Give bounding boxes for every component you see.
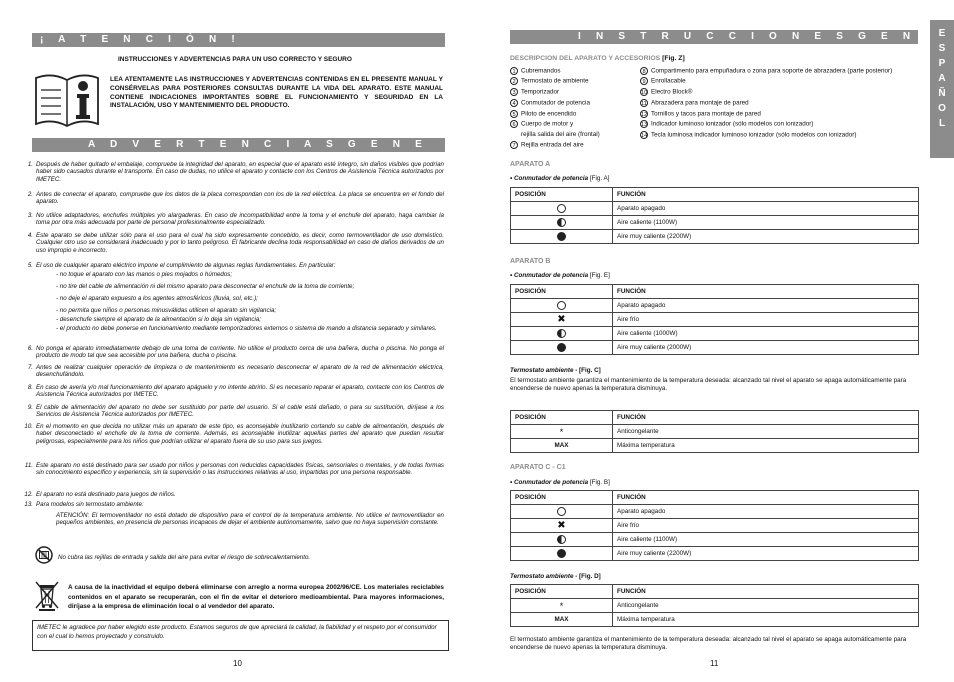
table-row: MAX Máxima temperatura (511, 439, 919, 453)
side-tab-letter: Ñ (938, 88, 946, 99)
subitem: - no toque el aparato con las manos o pies mojados o húmedos; (56, 271, 233, 278)
aparato-b-title: APARATO B (510, 258, 551, 265)
aparato-c-bullet: • Conmutador de potencia [Fig. B] (510, 479, 610, 486)
side-tab-letter: L (938, 118, 946, 129)
full-circle-icon (557, 343, 566, 352)
warning-item: 4. Este aparato se debe utilizar sólo para el uso para el cual ha sido expresamente concebido, es decir, como termoventilador de uso doméstico. Cualquier otro uso se considerará inadecuado y por lo tanto peligroso. El fabricante declina toda responsabilidad en caso de daños derivados de un uso impropio e incorrecto. (27, 232, 444, 254)
part-item: 3 Temporizador (510, 88, 559, 96)
full-circle-icon (557, 549, 566, 558)
aparato-c-table: POSICIÓN FUNCIÓN Aparato apagado ✖ Aire frío Aire caliente (1100W) Aire muy caliente (2200W) (510, 490, 919, 561)
warning-item: 10. En el momento en que decida no utilizar más un aparato de este tipo, es aconsejable inutilizarlo cortando su cable de alimentación, después de haber desconectado el enchufe de la toma de corriente. Además, es aconsejable inutilizar aquellas partes del aparato que puedan resultar peligrosas, especialmente para los niños que podrían utilizar el aparato fuera de su uso para sus juegos. (24, 423, 444, 445)
table-row: Aire muy caliente (2200W) (511, 547, 919, 561)
part-item: 14 Tecla luminosa indicador luminoso ionizador (sólo modelos con ionizador) (641, 131, 857, 139)
part-item: 13 Indicador luminoso ionizador (sólo modelos con ionizador) (641, 120, 814, 128)
aparato-b-thermo-title: Termostato ambiente - [Fig. C] (510, 367, 601, 374)
half-circle-icon (557, 218, 566, 227)
part-item: 11 Abrazadera para montaje de pared (641, 99, 749, 107)
table-row: ✖ Aire frío (511, 519, 919, 533)
aparato-b-bullet: • Conmutador de potencia [Fig. E] (510, 272, 610, 279)
aparato-b-table: POSICIÓN FUNCIÓN Aparato apagado ✖ Aire frío Aire caliente (1000W) Aire muy caliente (2000W) (510, 284, 919, 355)
warning-item: 1. Después de haber quitado el embalaje, compruebe la integridad del aparato, en especial que el aparato esté íntegro, sin daños visibles que podrían haber sido causados durante el transporte. En caso de dudas, no utilice el aparato y contacte con los Centros de Asistencia Técnica autorizados por IMETEC. (27, 161, 444, 183)
warning-item: 2. Antes de conectar el aparato, compruebe que los datos de la placa correspondan con los de la red eléctrica. La placa se encuentra en el fondo del aparato. (27, 191, 444, 206)
warning-item: 6. No ponga el aparato inmediatamente debajo de una toma de corriente. No utilice el producto cerca de una bañera, ducha o piscina. No ponga el producto de modo tal que sea accesible por una bañera, ducha o piscina. (27, 345, 444, 360)
side-tab-letter: S (938, 43, 946, 54)
warning-item: 11. Este aparato no está destinado para ser usado por niños y personas con reducidas capacidades físicas, sensoriales o mentales, y de todas formas sin conocimiento específico y experiencia, sin la supervisión o las instrucciones relativas al uso, impartidas por una persona responsable. (24, 462, 444, 477)
side-tab-letter: A (938, 73, 946, 84)
table-row: * Anticongelante (511, 425, 919, 439)
warning-item: 9. El cable de alimentación del aparato no debe ser sustituido por parte del usuario. Si el cable está dañado, o para su sustitución, diríjase a los Servicios de Asistencia Técnica autorizados por IMETEC. (27, 404, 444, 419)
fan-icon: ✖ (557, 520, 566, 531)
part-item: 12 Tornillos y tacos para montaje de pared (641, 110, 761, 118)
table-row: Aire caliente (1100W) (511, 533, 919, 547)
part-item: 5 Piloto de encendido (510, 110, 576, 118)
language-side-tab (930, 20, 954, 158)
half-circle-icon (557, 329, 566, 338)
part-item: 6 Cuerpo de motor y (510, 120, 573, 128)
fan-icon: ✖ (557, 314, 566, 325)
empty-circle-icon (557, 204, 566, 213)
aparato-c-thermo-table: POSICIÓN FUNCIÓN * Anticongelante MAX Máxima temperatura (510, 584, 919, 627)
part-item: 7 Rejilla entrada del aire (510, 141, 584, 149)
empty-circle-icon (557, 301, 566, 310)
table-row: * Anticongelante (511, 599, 919, 613)
warning-item: 5. El uso de cualquier aparato eléctrico impone el cumplimiento de algunas reglas fundamentales. En particular: (27, 262, 336, 269)
subitem: - desenchufe siempre el aparato de la alimentación si lo deja sin vigilancia; (56, 316, 261, 323)
page-number-left: 10 (233, 659, 242, 668)
side-tab-letter: P (938, 58, 946, 69)
info-book-icon (32, 70, 102, 130)
aparato-b-thermo-table: POSICIÓN FUNCIÓN * Anticongelante MAX Máxima temperatura (510, 410, 919, 453)
empty-circle-icon (557, 507, 566, 516)
part-item-continued: rejilla salida del aire (frontal) (521, 131, 600, 138)
weee-text: A causa de la inactividad el equipo deberá eliminarse con arreglo a norma europea 2002/96/CE. Los materiales reciclables contenidos en el aparato se recuperarán, con el fin de evitar el deterioro medioambiental. Para mayores informaciones, diríjase a la empresa de eliminación local o al vendedor del aparato. (68, 584, 444, 611)
warning-item: 8. En caso de avería y/o mal funcionamiento del aparato apáguelo y no intente abrirlo. Si es necesario reparar el aparato, contacte con los Centros de Asistencia Técnica autorizados por IMETEC. (27, 384, 444, 399)
part-item: 1 Cubremandos (510, 67, 561, 75)
aparato-a-bullet: • Conmutador de potencia [Fig. A] (510, 175, 610, 182)
full-circle-icon (557, 232, 566, 241)
instrucciones-heading: I N S T R U C C I O N E S G E N E R A L E S (510, 31, 917, 56)
advertencias-heading: A D V E R T E N C I A S G E N E R A L E S (32, 138, 445, 152)
subitem: - el producto no debe ponerse en funcionamiento mediante temporizadores externos o sistema de mando a distancia separado y similares. (56, 325, 437, 332)
half-circle-icon (557, 535, 566, 544)
weee-bin-icon (34, 579, 60, 611)
cover-note: No cubra las rejillas de entrada y salida del aire para evitar el riesgo de sobrecalentamiento. (58, 554, 311, 561)
table-row: Aparato apagado (511, 505, 919, 519)
aparato-a-title: APARATO A (510, 161, 551, 168)
aparato-b-thermo-text: El termostato ambiente garantiza el mantenimiento de la temperatura deseada: alcanzado tal nivel el aparato se apaga automáticamente para encenderse de nuevo apenas la temperatura disminuya. (510, 377, 907, 393)
part-item: 10 Electro Block® (641, 88, 693, 96)
instructions-body: LEA ATENTAMENTE LAS INSTRUCCIONES Y ADVERTENCIAS CONTENIDAS EN EL PRESENTE MANUAL Y CONSÉRVELAS PARA POSTERIORES CONSULTAS DURANTE LA VIDA DEL APARATO. ESTE MANUAL CONTIENE INDICACIONES IMPORTANTES SOBRE EL FUNCIONAMIENTO Y SEGURIDAD EN LA INSTALACIÓN, USO Y MANTENIMIENTO DEL PRODUCTO. (110, 76, 443, 110)
table-row: Aire caliente (1000W) (511, 327, 919, 341)
warning-item: 13. Para modelos sin termostato ambiente: (24, 501, 144, 508)
table-row: Aparato apagado (511, 299, 919, 313)
no-cover-icon (35, 546, 53, 564)
part-item: 9 Enrollacable (640, 77, 686, 85)
table-row: MAX Máxima temperatura (511, 613, 919, 627)
aparato-c-thermo-title: Termostato ambiente - [Fig. D] (510, 573, 601, 580)
table-row: Aparato apagado (511, 202, 919, 216)
part-item: 2 Termostato de ambiente (510, 77, 589, 85)
table-row: Aire muy caliente (2000W) (511, 341, 919, 355)
thanks-box (32, 620, 449, 651)
page-number-right: 11 (710, 659, 719, 668)
warning-item: 3. No utilice adaptadores, enchufes múltiples y/o alargaderas. En caso de incompatibilidad entre la toma y el enchufe del aparato, haga cambiar la toma por otra más adecuada por parte de personal profesionalmente especializado. (27, 212, 444, 227)
warning-item: 12. El aparato no está destinado para juegos de niños. (24, 491, 176, 498)
table-row: Aire caliente (1100W) (511, 216, 919, 230)
subitem: - no deje el aparato expuesto a los agentes atmosféricos (lluvia, sol, etc.); (56, 295, 258, 302)
warning-item: 7. Antes de realizar cualquier operación de limpieza o de mantenimiento es necesario desconectar el aparato de la red de alimentación eléctrica, desenchufándolo. (27, 364, 444, 379)
aparato-c-thermo-text: El termostato ambiente garantiza el mantenimiento de la temperatura deseada: alcanzado tal nivel el aparato se apaga automáticamente para encenderse de nuevo apenas la temperatura disminuya. (510, 636, 907, 652)
atencion-13-text: ATENCIÓN: El termoventilador no está dotado de dispositivo para el control de la temperatura ambiente. No utilice el termoventilador en pequeños ambientes, en presencia de personas incapaces de dejar el ambiente autónomamente, salvo que no haya supervisión constante. (56, 512, 444, 527)
thanks-text: IMETEC le agradece por haber elegido este producto. Estamos seguros de que apreciará la calidad, la fiabilidad y el respeto por el consumidor con el cual lo hemos proyectado y construido. (37, 624, 437, 640)
part-item: 8 Compartimento para empuñadura o zona para soporte de abrazadera (parte posterior) (640, 67, 892, 75)
table-row: ✖ Aire frío (511, 313, 919, 327)
subitem: - no tire del cable de alimentación ni del mismo aparato para desconectar el enchufe de la toma de corriente; (56, 283, 355, 290)
atencion-heading: ¡ A T E N C I Ó N ! (32, 33, 445, 47)
instructions-title: INSTRUCCIONES Y ADVERTENCIAS PARA UN USO CORRECTO Y SEGURO (118, 56, 352, 63)
aparato-a-table: POSICIÓN FUNCIÓN Aparato apagado Aire caliente (1100W) Aire muy caliente (2200W) (510, 187, 919, 244)
table-row: Aire muy caliente (2200W) (511, 230, 919, 244)
description-title: DESCRIPCION DEL APARATO Y ACCESORIOS [Fig. Z] (510, 55, 685, 62)
part-item: 4 Conmutador de potencia (510, 99, 590, 107)
side-tab-letter: O (938, 103, 946, 114)
aparato-c-title: APARATO C - C1 (510, 464, 566, 471)
subitem: - no permita que niños o personas minusválidas utilicen el aparato sin vigilancia; (56, 307, 277, 314)
side-tab-letter: E (938, 28, 946, 39)
